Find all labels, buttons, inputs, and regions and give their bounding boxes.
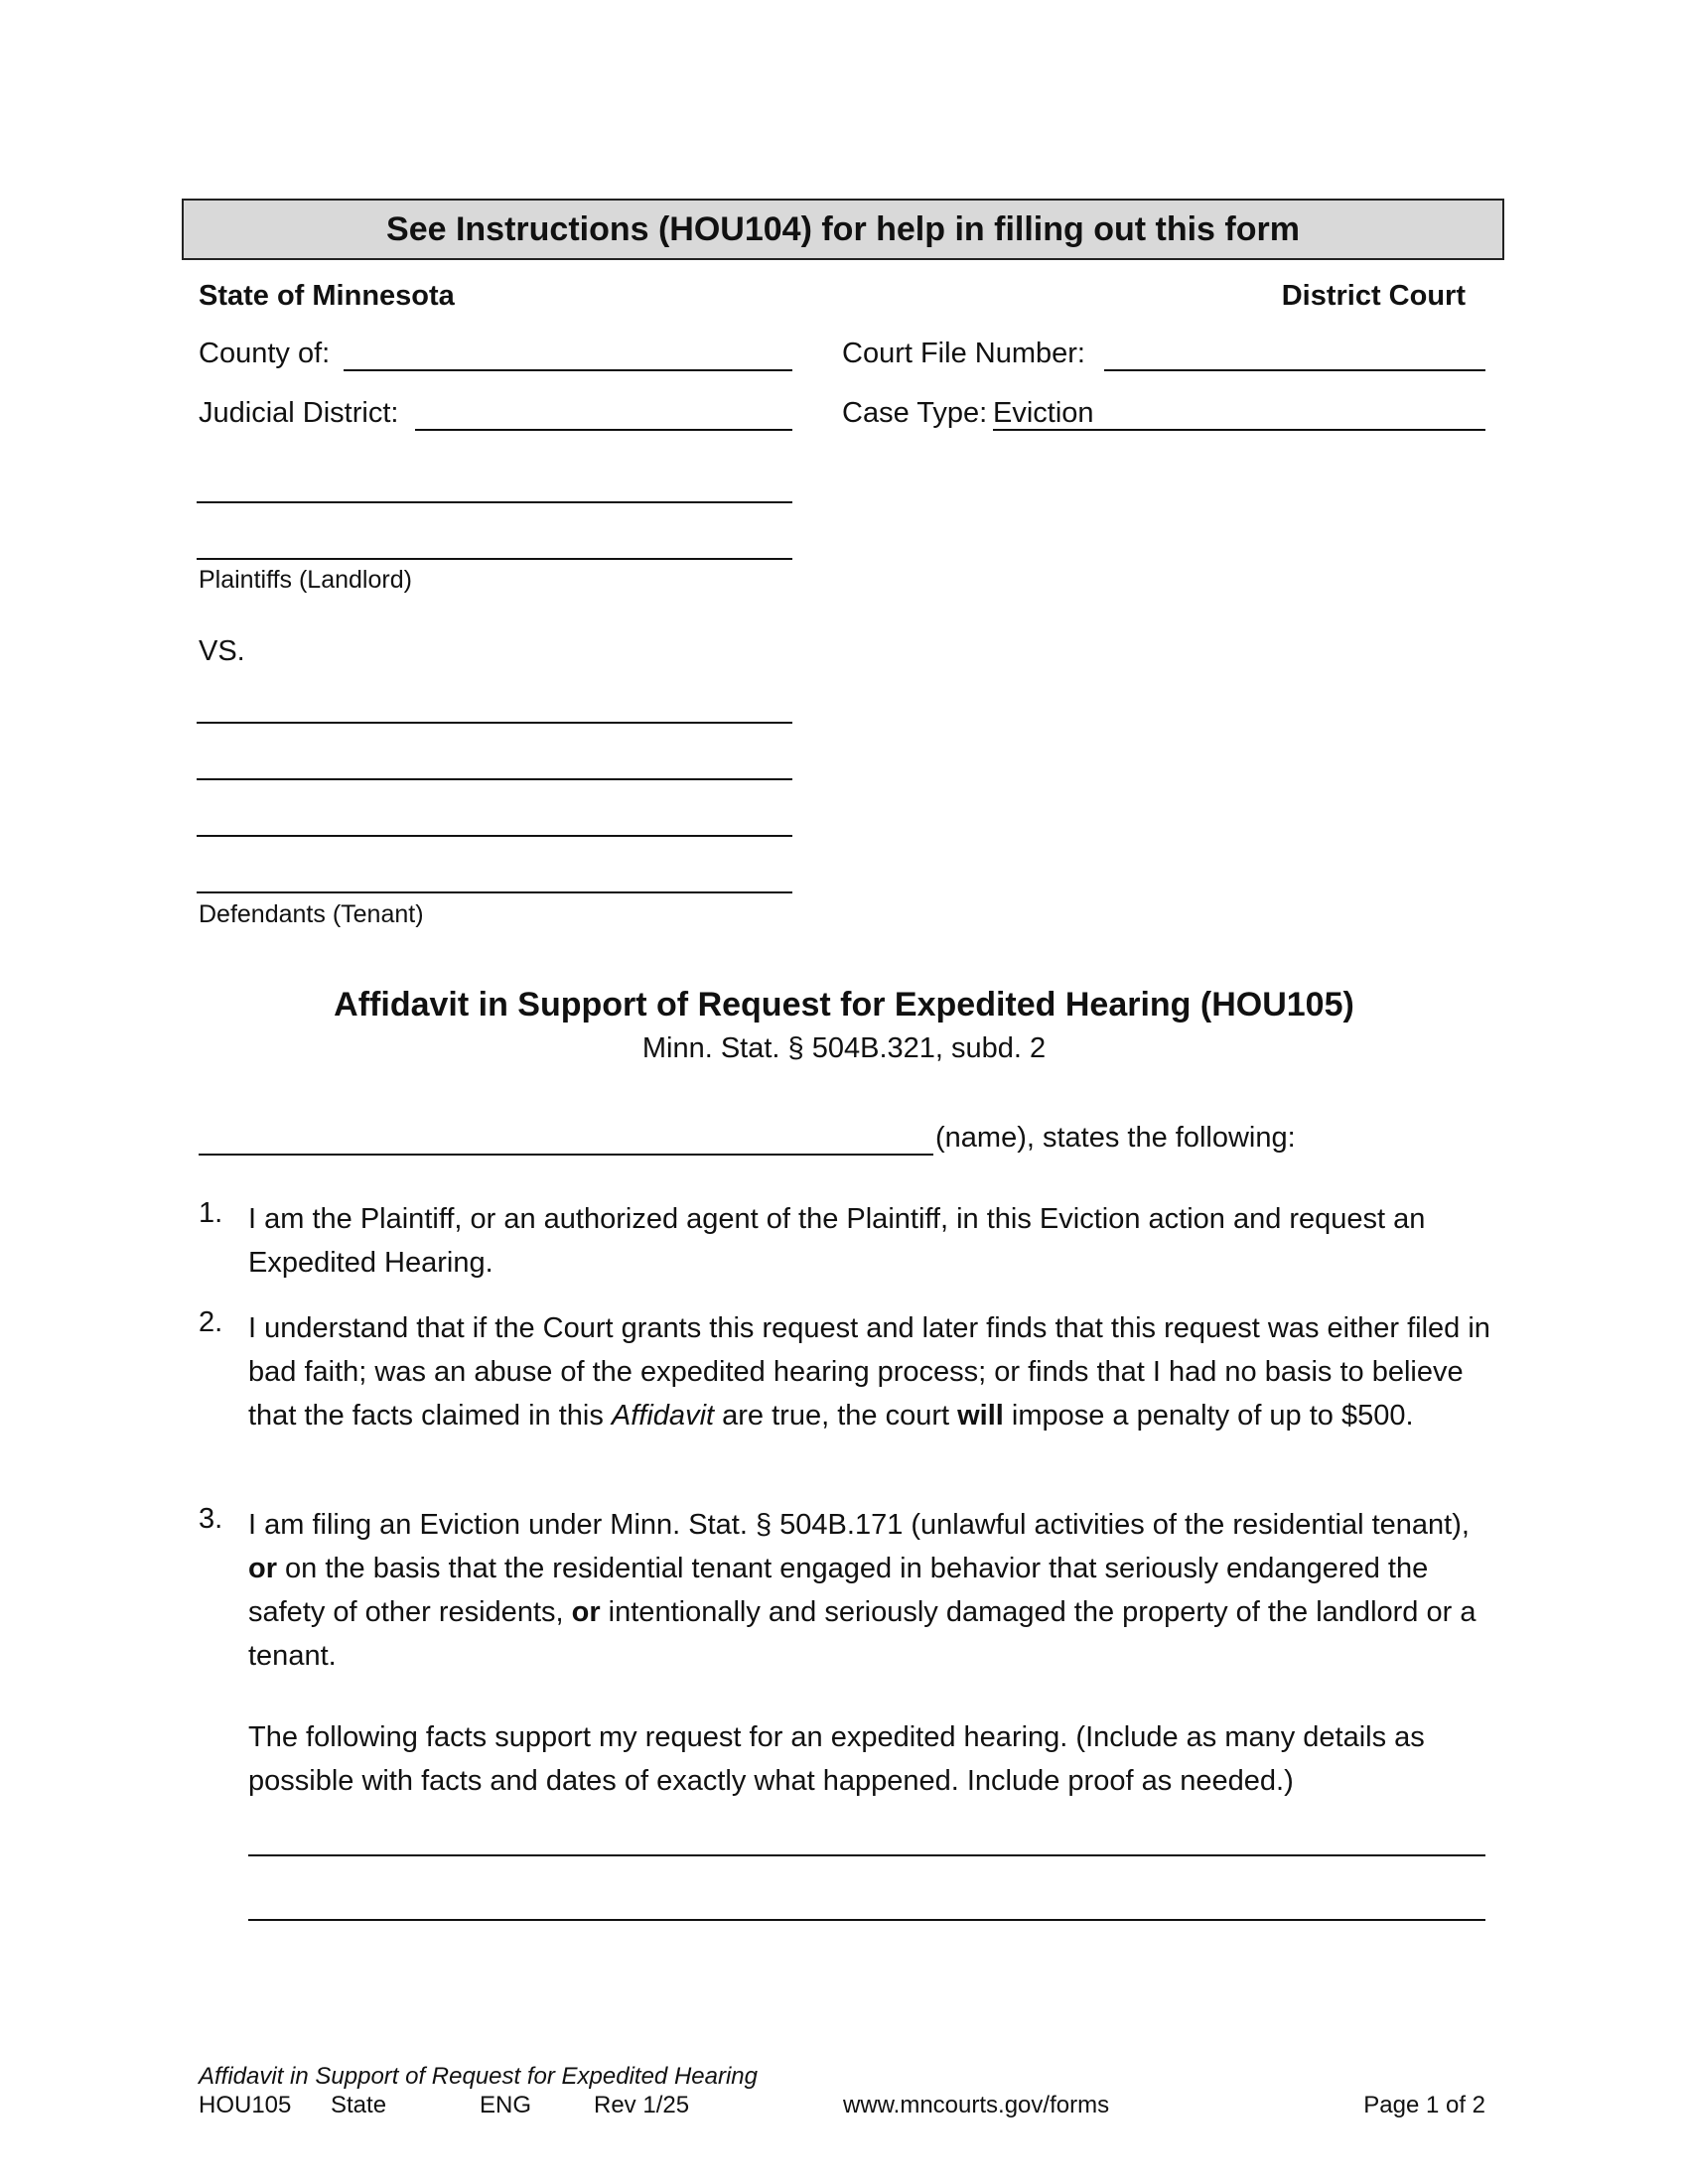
judicial-district-label: Judicial District: bbox=[199, 397, 399, 429]
item-1-text: I am the Plaintiff, or an authorized agent of the Plaintiff, in this Eviction action and request an Expedited Hearing. bbox=[248, 1203, 1426, 1279]
item-3-part-a: I am filing an Eviction under Minn. Stat. § 504B.171 (unlawful activities of the residential tenant), bbox=[248, 1509, 1470, 1541]
versus-label: VS. bbox=[199, 635, 245, 667]
item-3-number: 3. bbox=[199, 1503, 223, 1535]
item-2-will-bold: will bbox=[957, 1400, 1004, 1432]
state-label: State of Minnesota bbox=[199, 280, 455, 312]
county-input[interactable] bbox=[344, 369, 792, 371]
plaintiff-line-1[interactable] bbox=[197, 501, 792, 503]
instructions-banner-text: See Instructions (HOU104) for help in filling out this form bbox=[386, 209, 1300, 248]
footer-revision: Rev 1/25 bbox=[594, 2092, 690, 2118]
facts-instructions: The following facts support my request for an expedited hearing. (Include as many details as possible with facts and dates of exactly what happened. Include proof as needed.) bbox=[248, 1721, 1425, 1797]
form-title: Affidavit in Support of Request for Expedited Hearing (HOU105) bbox=[334, 986, 1354, 1024]
footer-language: ENG bbox=[480, 2092, 532, 2118]
facts-line-1[interactable] bbox=[248, 1854, 1485, 1856]
defendant-line-4[interactable] bbox=[197, 891, 792, 893]
defendant-line-2[interactable] bbox=[197, 778, 792, 780]
item-2-text bbox=[248, 1306, 1499, 1437]
judicial-district-input[interactable] bbox=[415, 429, 792, 431]
statute-reference: Minn. Stat. § 504B.321, subd. 2 bbox=[641, 1032, 1047, 1064]
item-2-part-e: impose a penalty of up to $500. bbox=[1003, 1400, 1414, 1432]
court-file-label: Court File Number: bbox=[842, 338, 1085, 369]
item-2-affidavit-italic: Affidavit bbox=[611, 1400, 715, 1432]
item-3-or-bold-2: or bbox=[571, 1596, 601, 1628]
affiant-name-input[interactable] bbox=[199, 1154, 933, 1156]
plaintiffs-caption: Plaintiffs (Landlord) bbox=[199, 566, 412, 594]
item-3-part-c: on the basis that the residential tenant engaged in behavior that seriously endangered the safety of other residents, bbox=[248, 1553, 1429, 1628]
defendants-caption: Defendants (Tenant) bbox=[199, 900, 424, 928]
item-1-number: 1. bbox=[199, 1197, 223, 1229]
footer-state: State bbox=[331, 2092, 387, 2118]
footer-form-title: Affidavit in Support of Request for Expedited Hearing bbox=[199, 2063, 758, 2090]
case-type-label: Case Type: bbox=[842, 397, 988, 429]
footer-website[interactable]: www.mncourts.gov/forms bbox=[843, 2092, 1110, 2118]
defendant-line-3[interactable] bbox=[197, 835, 792, 837]
case-type-value: Eviction bbox=[993, 397, 1094, 429]
case-type-input[interactable] bbox=[993, 429, 1485, 431]
item-3-text bbox=[248, 1503, 1499, 1678]
footer-form-code: HOU105 bbox=[199, 2092, 292, 2118]
item-2-part-c: are true, the court bbox=[714, 1400, 958, 1432]
county-label: County of: bbox=[199, 338, 331, 369]
item-3-or-bold-1: or bbox=[248, 1553, 277, 1584]
footer-page-number: Page 1 of 2 bbox=[1363, 2092, 1485, 2118]
court-file-input[interactable] bbox=[1104, 369, 1485, 371]
item-2-part-a: I understand that if the Court grants this request and later finds that this request was either filed in bad faith; was an abuse of the expedited hearing process; or finds that I had no basis to believe that the facts claimed in this bbox=[248, 1312, 1490, 1432]
name-statement: (name), states the following: bbox=[935, 1122, 1296, 1154]
item-2-number: 2. bbox=[199, 1306, 223, 1338]
defendant-line-1[interactable] bbox=[197, 722, 792, 724]
plaintiff-line-2[interactable] bbox=[197, 558, 792, 560]
court-label: District Court bbox=[1281, 280, 1466, 312]
facts-line-2[interactable] bbox=[248, 1919, 1485, 1921]
item-3-part-e: intentionally and seriously damaged the property of the landlord or a tenant. bbox=[248, 1596, 1477, 1672]
instructions-banner bbox=[182, 199, 1504, 260]
